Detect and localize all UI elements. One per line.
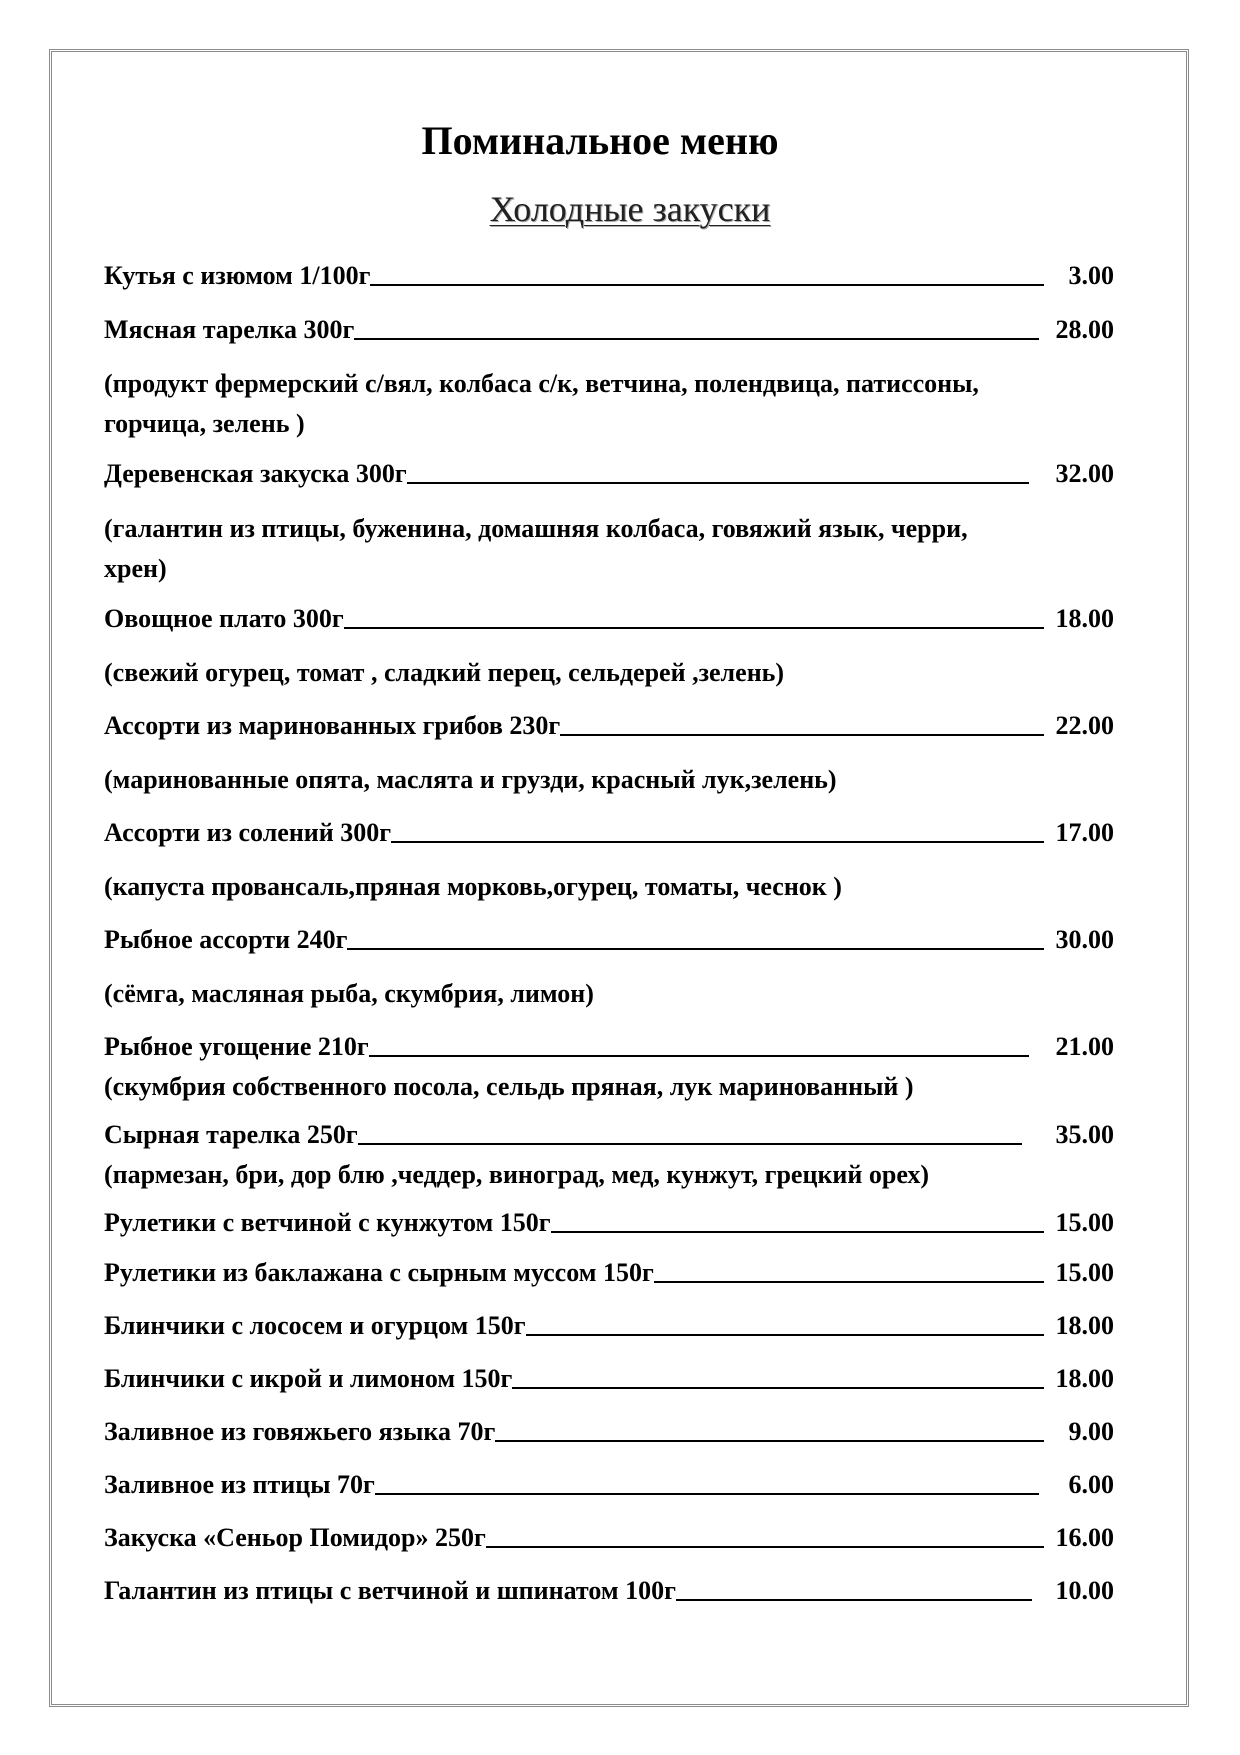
- item-name: Рулетики из баклажана с сырным муссом 150г: [104, 1258, 654, 1287]
- menu-item: [104, 1307, 1114, 1345]
- item-name: Сырная тарелка 250г: [104, 1120, 358, 1149]
- item-description: (капуста провансаль,пряная морковь,огурец, томаты, чеснок ): [104, 872, 842, 901]
- menu-item: [104, 1519, 1114, 1557]
- dotted-leader: [512, 1387, 1044, 1389]
- item-price: 18.00: [1055, 1311, 1114, 1340]
- dotted-leader: [347, 948, 1044, 950]
- dotted-leader: [407, 482, 1029, 484]
- item-description: хрен): [104, 554, 167, 583]
- item-description: (свежий огурец, томат , сладкий перец, сельдерей ,зелень): [104, 658, 785, 687]
- menu-item: [104, 455, 1114, 493]
- dotted-leader: [391, 841, 1044, 843]
- item-description: горчица, зелень ): [104, 409, 305, 438]
- dotted-leader: [358, 1143, 1022, 1145]
- item-price: 6.00: [1068, 1470, 1114, 1499]
- item-description: (маринованные опята, маслята и грузди, красный лук,зелень): [104, 765, 837, 794]
- dotted-leader: [354, 338, 1039, 340]
- item-name: Заливное из говяжьего языка 70г: [104, 1417, 496, 1446]
- menu-item: [104, 1204, 1114, 1242]
- item-description: (галантин из птицы, буженина, домашняя колбаса, говяжий язык, черри,: [104, 514, 968, 543]
- item-price: 18.00: [1055, 604, 1114, 633]
- item-price: 16.00: [1055, 1523, 1114, 1552]
- menu-item: [104, 1466, 1114, 1504]
- item-price: 9.00: [1068, 1417, 1114, 1446]
- item-price: 3.00: [1068, 261, 1114, 290]
- menu-item: [104, 921, 1114, 959]
- dotted-leader: [486, 1546, 1044, 1548]
- menu-title: Поминальное меню: [421, 118, 779, 163]
- dotted-leader: [344, 627, 1044, 629]
- item-price: 32.00: [1055, 459, 1114, 488]
- dotted-leader: [370, 284, 1044, 286]
- item-price: 15.00: [1055, 1208, 1114, 1237]
- item-name: Ассорти из солений 300г: [104, 818, 392, 847]
- item-price: 35.00: [1055, 1120, 1114, 1149]
- menu-item: [104, 1572, 1114, 1610]
- menu-item: [104, 1254, 1114, 1292]
- item-price: 10.00: [1055, 1576, 1114, 1605]
- menu-item: [104, 814, 1114, 852]
- item-name: Деревенская закуска 300г: [104, 459, 407, 488]
- item-price: 30.00: [1055, 925, 1114, 954]
- menu-item: [104, 600, 1114, 638]
- item-name: Закуска «Сеньор Помидор» 250г: [104, 1523, 486, 1552]
- item-name: Рулетики с ветчиной с кунжутом 150г: [104, 1208, 551, 1237]
- item-description: (скумбрия собственного посола, сельдь пряная, лук маринованный ): [104, 1072, 914, 1101]
- dotted-leader: [495, 1440, 1044, 1442]
- item-price: 18.00: [1055, 1364, 1114, 1393]
- item-name: Мясная тарелка 300г: [104, 315, 355, 344]
- item-name: Ассорти из маринованных грибов 230г: [104, 711, 561, 740]
- item-name: Рыбное ассорти 240г: [104, 925, 348, 954]
- item-price: 22.00: [1055, 711, 1114, 740]
- dotted-leader: [375, 1493, 1039, 1495]
- item-name: Заливное из птицы 70г: [104, 1470, 375, 1499]
- item-description: (пармезан, бри, дор блю ,чеддер, виноград, мед, кунжут, грецкий орех): [104, 1160, 930, 1189]
- menu-item: [104, 257, 1114, 295]
- item-price: 17.00: [1055, 818, 1114, 847]
- item-name: Кутья с изюмом 1/100г: [104, 261, 371, 290]
- menu-item: [104, 1116, 1114, 1154]
- dotted-leader: [560, 734, 1044, 736]
- dotted-leader: [369, 1055, 1029, 1057]
- menu-item: [104, 1360, 1114, 1398]
- menu-item: [104, 1028, 1114, 1066]
- item-name: Блинчики с лососем и огурцом 150г: [104, 1311, 526, 1340]
- dotted-leader: [526, 1334, 1044, 1336]
- dotted-leader: [654, 1281, 1044, 1283]
- menu-item: [104, 311, 1114, 349]
- item-price: 28.00: [1055, 315, 1114, 344]
- item-name: Рыбное угощение 210г: [104, 1032, 369, 1061]
- item-price: 15.00: [1055, 1258, 1114, 1287]
- item-price: 21.00: [1055, 1032, 1114, 1061]
- dotted-leader: [551, 1231, 1044, 1233]
- menu-item: [104, 1413, 1114, 1451]
- item-description: (сёмга, масляная рыба, скумбрия, лимон): [104, 979, 594, 1008]
- menu-item: [104, 707, 1114, 745]
- dotted-leader: [676, 1599, 1032, 1601]
- item-name: Галантин из птицы с ветчиной и шпинатом 100г: [104, 1576, 676, 1605]
- item-description: (продукт фермерский с/вял, колбаса с/к, ветчина, полендвица, патиссоны,: [104, 369, 979, 398]
- section-heading: Холодные закуски: [489, 189, 771, 229]
- item-name: Блинчики с икрой и лимоном 150г: [104, 1364, 513, 1393]
- item-name: Овощное плато 300г: [104, 604, 344, 633]
